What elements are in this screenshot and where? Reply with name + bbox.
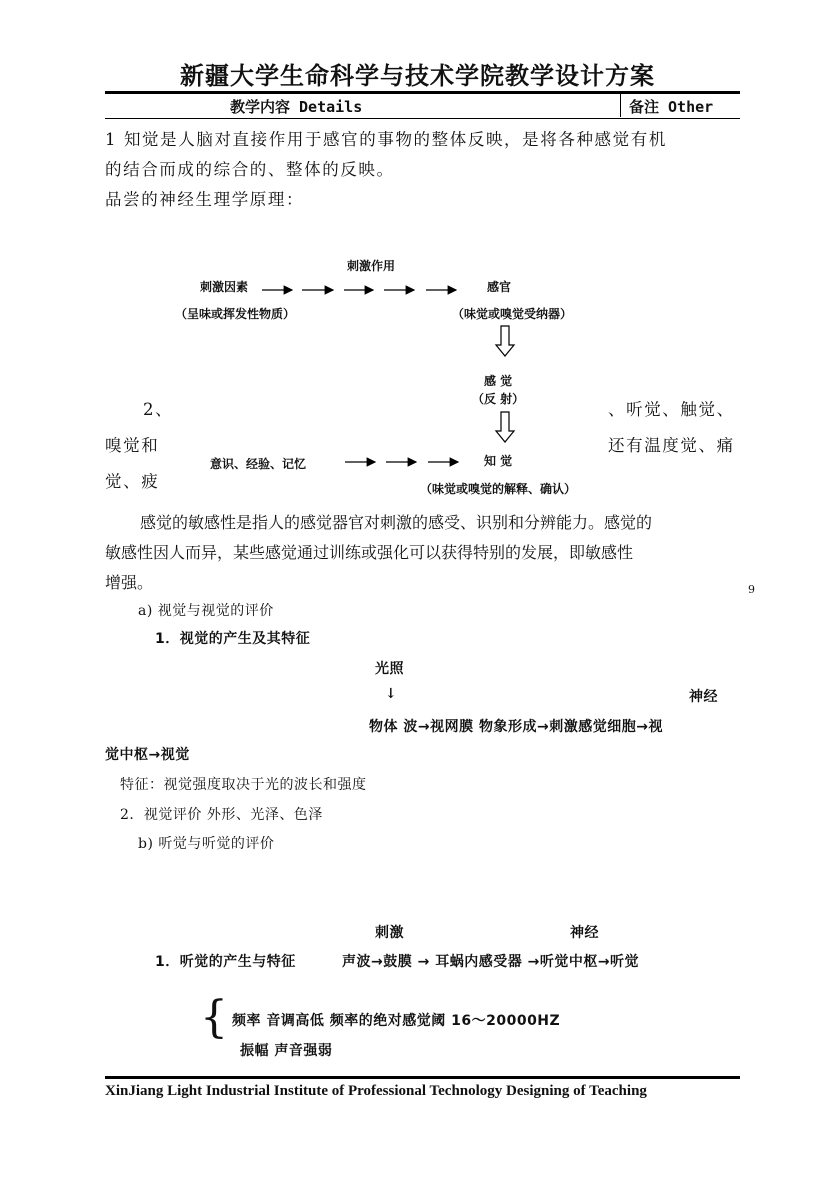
- page-title: 新疆大学生命科学与技术学院教学设计方案: [180, 62, 655, 90]
- diagram-perception: 知 觉: [484, 454, 513, 468]
- hearing-stimulus: 刺激: [375, 925, 404, 941]
- section-heading: a) 视觉与视觉的评价: [138, 603, 274, 619]
- paragraph-line: 增强。: [105, 573, 154, 592]
- hearing-amplitude: 振幅 声音强弱: [240, 1043, 333, 1059]
- vision-nerve: 神经: [689, 689, 718, 705]
- fragment-left: 2、: [143, 400, 174, 419]
- subsection-heading: 1．视觉的产生及其特征: [155, 631, 311, 647]
- diagram-stimulus-action: 刺激作用: [347, 259, 396, 273]
- subsection-heading: 1．听觉的产生与特征: [155, 954, 296, 970]
- paragraph-line: 感觉的敏感性是指人的感觉器官对刺激的感受、识别和分辨能力。感觉的: [140, 513, 653, 532]
- fragment-left: 觉、疲: [105, 472, 160, 491]
- paragraph-line: 的结合而成的综合的、整体的反映。: [105, 160, 395, 179]
- diagram-sensation: 感 觉: [484, 374, 513, 388]
- fragment-right: 还有温度觉、痛: [608, 436, 735, 455]
- diagram-stimulus-factor: 刺激因素: [200, 280, 249, 294]
- page-number: 9: [748, 583, 755, 596]
- hearing-frequency: 频率 音调高低 频率的绝对感觉阈 16～20000HZ: [232, 1013, 561, 1029]
- paragraph-line: 品尝的神经生理学原理：: [105, 190, 305, 209]
- vision-feature: 特征：视觉强度取决于光的波长和强度: [120, 777, 367, 793]
- vision-light: 光照: [375, 661, 404, 677]
- vision-evaluation: 2．视觉评价 外形、光泽、色泽: [120, 807, 323, 823]
- diagram-sensation-reflex: （反 射）: [472, 392, 525, 406]
- brace-icon: {: [200, 992, 228, 1043]
- diagram-perception-sub: （味觉或嗅觉的解释、确认）: [420, 482, 577, 496]
- header-notes-label: 备注 Other: [629, 98, 714, 116]
- hollow-arrow-down-1: [496, 326, 514, 356]
- diagram-sense-organ-sub: （味觉或嗅觉受纳器）: [452, 307, 573, 321]
- diagram-stimulus-factor-sub: （呈味或挥发性物质）: [175, 307, 296, 321]
- hearing-chain: 声波→鼓膜 → 耳蜗内感受器 →听觉中枢→听觉: [342, 954, 640, 970]
- vision-chain: 物体 波→视网膜 物象形成→刺激感觉细胞→视: [369, 719, 663, 735]
- fragment-left: 嗅觉和: [105, 436, 160, 455]
- paragraph-line: 1 知觉是人脑对直接作用于感官的事物的整体反映，是将各种感觉有机: [105, 130, 667, 149]
- hollow-arrow-down-2: [496, 412, 514, 442]
- vision-chain-end: 觉中枢→视觉: [105, 747, 190, 763]
- header-content-label: 教学内容 Details: [230, 98, 363, 116]
- diagram-sense-organ: 感官: [487, 280, 512, 294]
- diagram-memory: 意识、经验、记忆: [210, 457, 307, 471]
- hearing-nerve: 神经: [570, 925, 599, 941]
- paragraph-line: 敏感性因人而异，某些感觉通过训练或强化可以获得特别的发展，即敏感性: [105, 543, 634, 562]
- footer-text: XinJiang Light Industrial Institute of Professional Technology Designing of Teaching: [105, 1083, 647, 1099]
- vision-down-arrow: ↓: [385, 686, 398, 702]
- section-heading: b) 听觉与听觉的评价: [138, 836, 275, 852]
- fragment-right: 、听觉、触觉、: [608, 400, 735, 419]
- footer-rule: [105, 1076, 740, 1079]
